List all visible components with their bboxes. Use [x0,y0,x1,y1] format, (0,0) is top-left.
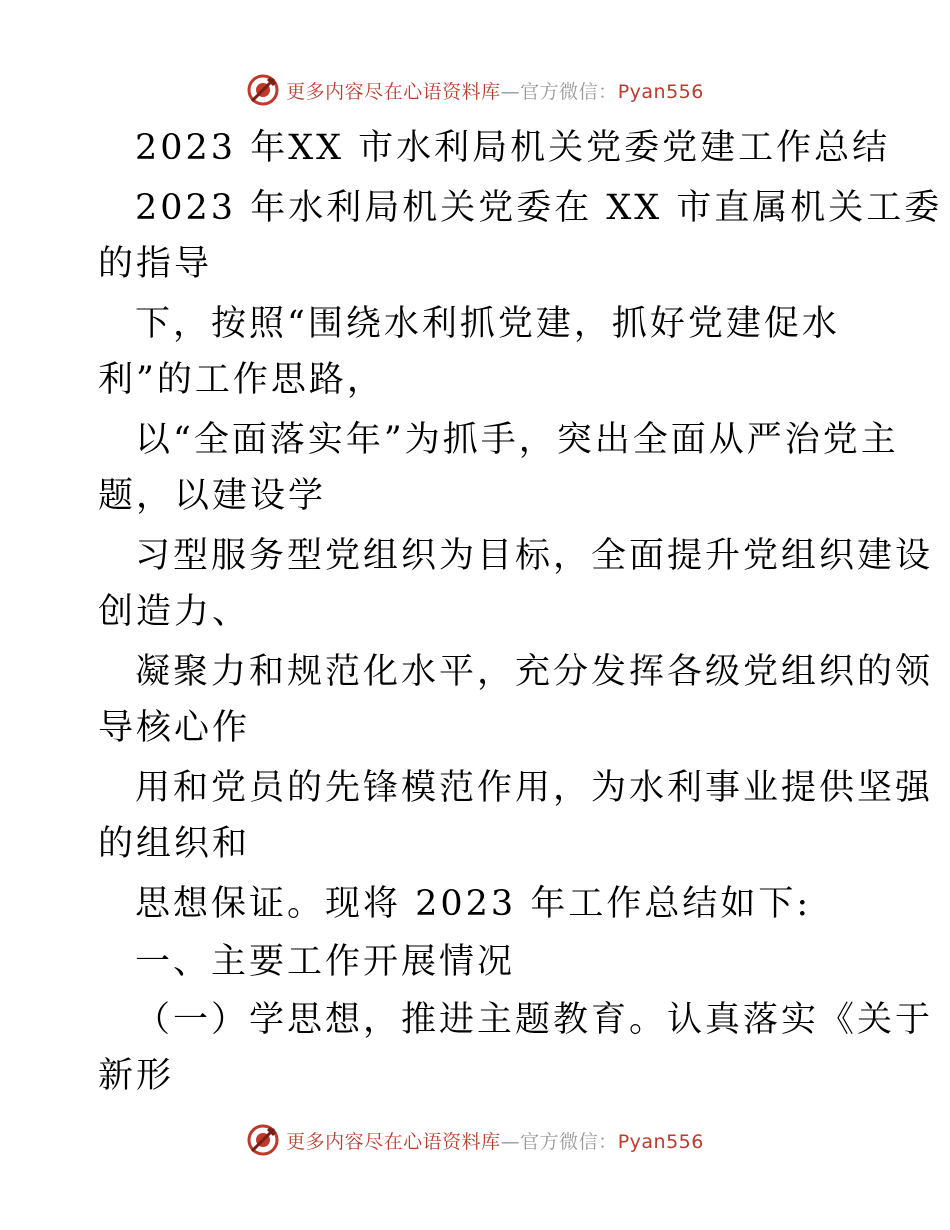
brand-logo-icon [246,1123,280,1157]
paragraph-line: 下，按照“围绕水利抓党建，抓好党建促水 [135,304,840,344]
paragraph-line: 的组织和 [98,824,251,864]
paragraph-line: 习型服务型党组织为目标，全面提升党组织建设 [135,536,934,576]
section-heading: 一、主要工作开展情况 [135,942,516,982]
paragraph-line: 导核心作 [98,708,251,748]
paragraph-line: 用和党员的先锋模范作用，为水利事业提供坚强 [135,768,934,808]
paragraph-line: 的指导 [98,244,213,284]
paragraph-line: 题，以建设学 [98,476,327,516]
watermark-text [286,1127,704,1154]
watermark-brand: 更多内容尽在心语资料库 [286,80,501,103]
watermark-dash: — [500,1130,521,1153]
document-title: 2023 年XX 市水利局机关党委党建工作总结 [135,128,891,168]
paragraph-line: 新形 [98,1056,175,1096]
footer-watermark [0,1120,950,1160]
paragraph-line: 创造力、 [98,592,251,632]
watermark-wechat-label: 官方微信： [520,1130,618,1153]
subsection-heading: （一）学思想，推进主题教育。认真落实《关于 [135,1000,934,1040]
watermark-wechat-label: 官方微信： [520,80,618,103]
watermark-wechat-id: Pyan556 [617,1130,704,1153]
brand-logo-icon [246,73,280,107]
header-watermark [0,70,950,110]
paragraph-line: 利”的工作思路， [98,360,385,400]
watermark-brand: 更多内容尽在心语资料库 [286,1130,501,1153]
watermark-dash: — [500,80,521,103]
watermark-wechat-id: Pyan556 [617,80,704,103]
paragraph-line: 凝聚力和规范化水平，充分发挥各级党组织的领 [135,652,934,692]
paragraph-line: 以“全面落实年”为抓手，突出全面从严治党主 [135,420,899,460]
paragraph-line: 思想保证。现将 2023 年工作总结如下: [135,884,812,924]
watermark-text [286,77,704,104]
paragraph-line: 2023 年水利局机关党委在 XX 市直属机关工委 [135,188,943,228]
